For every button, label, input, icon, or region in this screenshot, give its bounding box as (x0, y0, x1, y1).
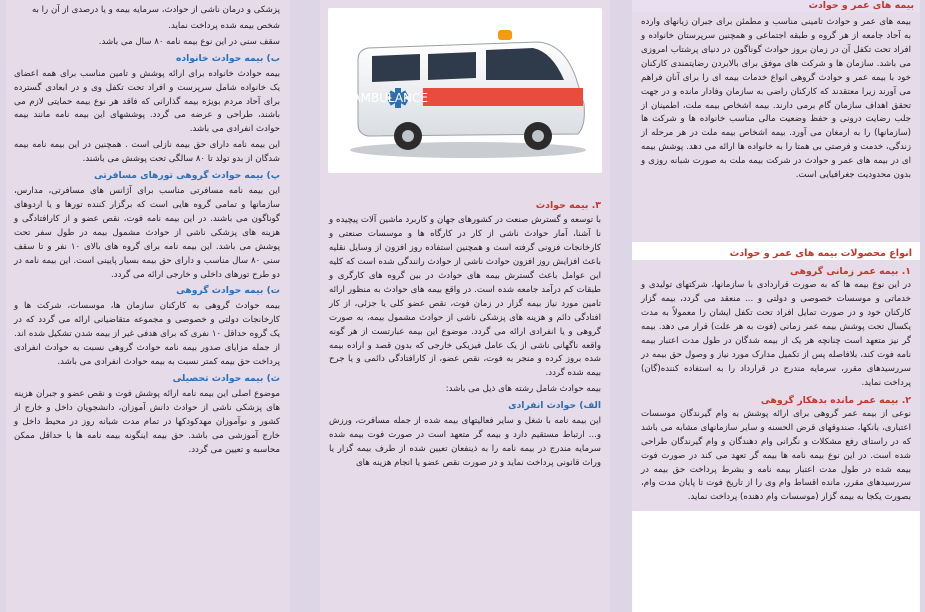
group-term-life-text: در این نوع بیمه ها که به صورت قراردادی با سازمانها، شرکتهای تولیدی و خدماتی و موسسات خصوصی و دولتی و ... منعقد می گردد، بیمه گزار کارکنان خود و در صورت تمایل افراد تحت تکفل ایشان را معمولاً به مدت یکسال تحت پوشش بیمه عمر زمانی (فوت به هر علت) قرار می دهد. بیمه گر نیز متعهد است چنانچه هر یک از بیمه شدگان در طول مدت اعتبار بیمه نامه فوت کند، بلافاصله پس از تکمیل مدارک مورد نیاز و وصول حق بیمه در سررسیدهای مقرر، سرمایه مندرج در قرارداد را به استفاده کننده(گان) پرداخت نماید. (641, 280, 911, 388)
products-heading: انواع محصولات بیمه های عمر و حوادث (632, 242, 920, 260)
accident-insurance-heading: ۳. بیمه حوادث (535, 200, 601, 211)
debtor-life-text: نوعی از بیمه عمر گروهی برای ارائه پوشش به وام گیرندگان موسسات اعتباری، بانکها، صندوقهای قرض الحسنه و سایر سازمانهای مشابه می باشد که در راستای رفع مشکلات و نگرانی وام دهندگان و وام گیرندگان طراحی شده است. در این نوع بیمه نامه ها بیمه گر تعهد می کند در صورت فوت بیمه شده در طول مدت اعتبار بیمه نامه و بشرط پرداخت حق بیمه در سررسیدهای مقرر، مانده اقساط وام وی را از تاریخ فوت تا پایان مدت وام، بصورت یکجا به بیمه گزار (موسسات وام دهنده) پرداخت نماید. (641, 408, 911, 503)
ambulance-illustration (328, 8, 602, 173)
tour-accident-text: این بیمه نامه مسافرتی مناسب برای آژانس های مسافرتی، مدارس، سازمانها و تمامی گروه هایی است که برگزار کننده تورها و یا اردوهای گوناگون می باشند. در این بیمه نامه فوت، نقص عضو و از کارافتادگی و هزینه های پزشکی ناشی از حوادث مشمول بیمه در طول سفر تحت پوشش می باشد. این بیمه نامه برای گروه های بالای ۱۰ نفر و تا سقف سنی ۸۰ سال مناسب و دارای حق بیمه بسیار پایینی است. این بیمه نامه در دو طرح تورهای داخلی و خارجی ارائه می گردد. (14, 186, 281, 280)
group-term-life-heading: ۱. بیمه عمر زمانی گروهی (789, 266, 911, 277)
intro-line-2: شخص بیمه شده پرداخت نماید. (168, 20, 280, 31)
life-accident-heading: بیمه های عمر و حوادث (632, 0, 920, 12)
middle-column (320, 0, 610, 612)
family-accident-text: بیمه حوادث خانواده برای ارائه پوشش و تامین مناسب برای همه اعضای یک خانواده شامل سرپرست و افراد تحت تکفل وی و در ابعادی گسترده برای آحاد مردم بویژه بیمه گذارانی که فاقد هر نوع بیمه حمایتی لازم می باشند، طراحی و عرضه می گردد. پوششهای این بیمه نامه مانند بیمه حوادث انفرادی می باشد. (14, 68, 280, 135)
accident-insurance-text: با توسعه و گسترش صنعت در کشورهای جهان و کاربرد ماشین آلات پیچیده و نا آشنا، آمار حوادث ناشی از کار در کارگاه ها و موسسات صنعتی و کارخانجات فزونی گرفته است و همچنین استفاده روز افزون از وسایل نقلیه باعث افزایش روز افزون حوادث ناشی از حوادث رانندگی شده است که کلیه این عوامل باعث گسترش بیمه های حوادث در بین گروه های کارگری و طبقات کم درآمد جامعه شده است. در واقع بیمه های حوادث به منظور ارائه تامین مورد نیاز بیمه گزار در زمان فوت، نقص عضو کلی یا جزئی، از کار افتادگی دائم و هزینه های پزشکی ناشی از حوادث مشمول بیمه، به صورت گروهی و یا انفرادی ارائه می گردد. موضوع این بیمه عبارتست از هر گونه واقعه ناگهانی ناشی از یک عامل فیزیکی خارجی که بدون قصد و اراده بیمه شده بروز کرده و منجر به فوت، نقص عضو، از کارافتادگی دائمی و یا جرح بیمه شده گردد. (329, 215, 601, 379)
left-column (6, 0, 290, 612)
individual-accident-heading: الف) حوادث انفرادی (508, 400, 601, 412)
life-accident-text: بیمه های عمر و حوادث تامینی مناسب و مطمئن برای جبران زیانهای وارده به آحاد جامعه از هر گروه و طبقه اجتماعی و همچنین سرپرستان خانواده و افراد تحت تکفل آن در زمان بروز حوادث گوناگون در دنیای پرشتاب امروزی می باشد. سازمان ها و شرکت های موفق برای بالابردن رضایتمندی کارکنان خود با بیمه عمر و حوادث گروهی انواع خدمات بیمه ای را برای آنان فراهم می آورند زیرا معتقدند که کارکنان راضی به سازمان وفادار مانده و در جهت تحقق اهداف سازمان گام برمی دارند. بیمه اشخاص بیمه ملت، اطمینان از جلب رضایت درونی و حفظ وضعیت مالی مناسب خانواده ها و شرکت ها (سازمانها) را به ارمغان می آورد. بیمه اشخاص بیمه ملت در هر مرحله از زندگی، خدمت و فرصتی بی همتا را به خانواده ها ارائه می دهد. پوشش بیمه ای در بیمه های عمر و حوادث در شرکت بیمه ملت به صورت شبانه روزی و بدون محدودیت جغرافیایی است. (641, 17, 911, 181)
intro-line-1: پزشکی و درمان ناشی از حوادث، سرمایه بیمه و یا درصدی از آن را به (31, 5, 280, 15)
life-accident-intro (632, 0, 920, 242)
products-section (632, 260, 920, 511)
education-accident-text: موضوع اصلی این بیمه نامه ارائه پوشش فوت و نقص عضو و جبران هزینه های پزشکی ناشی از حوادث دانش آموزان، دانشجویان داخل و خارج از کشور و نوآموزان مهدکودکها در تمام مدت شبانه روز در محیط داخل و خارج آموزشی می باشد. حق بیمه اینگونه بیمه نامه ها با حداقل ممکن محاسبه و تعیین می گردد. (14, 388, 280, 455)
education-accident-heading: ث) بیمه حوادث تحصیلی (172, 373, 280, 384)
ambulance-image-frame (328, 8, 602, 173)
intro-line-3: سقف سنی در این نوع بیمه نامه ۸۰ سال می باشد. (98, 36, 280, 47)
ambulance-label: AMBULANCE (352, 91, 428, 105)
tour-accident-heading: پ) بیمه حوادث گروهی تورهای مسافرتی (94, 170, 280, 182)
group-accident-heading: ت) بیمه حوادث گروهی (176, 285, 280, 297)
individual-accident-text: این بیمه نامه با شغل و سایر فعالیتهای بیمه شده از جمله مسافرت، ورزش و... ارتباط مستقیم دارد و بیمه گر متعهد است در صورت فوت بیمه شده سرمایه مندرج در بیمه نامه را به ذینفعان تعیین شده از طرف بیمه گزار یا وراث قانونی پرداخت نماید و در صورت نقص عضو یا انجام هزینه های (329, 416, 601, 468)
siren-icon (498, 30, 512, 40)
right-column (632, 0, 920, 612)
accident-insurance-text-2: بیمه حوادث شامل رشته های ذیل می باشد: (445, 384, 601, 395)
family-accident-heading: ب) بیمه حوادث خانواده (175, 52, 280, 64)
group-accident-text: بیمه حوادث گروهی به کارکنان سازمان ها، موسسات، شرکت ها و کارخانجات دولتی و خصوصی و مجموعه متقاضیانی ارائه می گردد که در یک گروه حداقل ۱۰ نفری که برای هدفی غیر از بیمه شدن تشکیل شده اند. از جمله مزایای صدور بیمه نامه حوادث گروهی نسبت به حوادث انفرادی پرداخت حق بیمه کمتر نسبت به بیمه حوادث انفرادی می باشد. (14, 301, 281, 368)
family-accident-text-2: این بیمه نامه دارای حق بیمه نازلی است . همچنین در این بیمه نامه بیمه شدگان از بدو تولد تا ۸۰ سالگی تحت پوشش می باشند. (14, 140, 280, 165)
accident-insurance-section (320, 194, 610, 612)
debtor-life-heading: ۲. بیمه عمر مانده بدهکار گروهی (760, 394, 911, 406)
